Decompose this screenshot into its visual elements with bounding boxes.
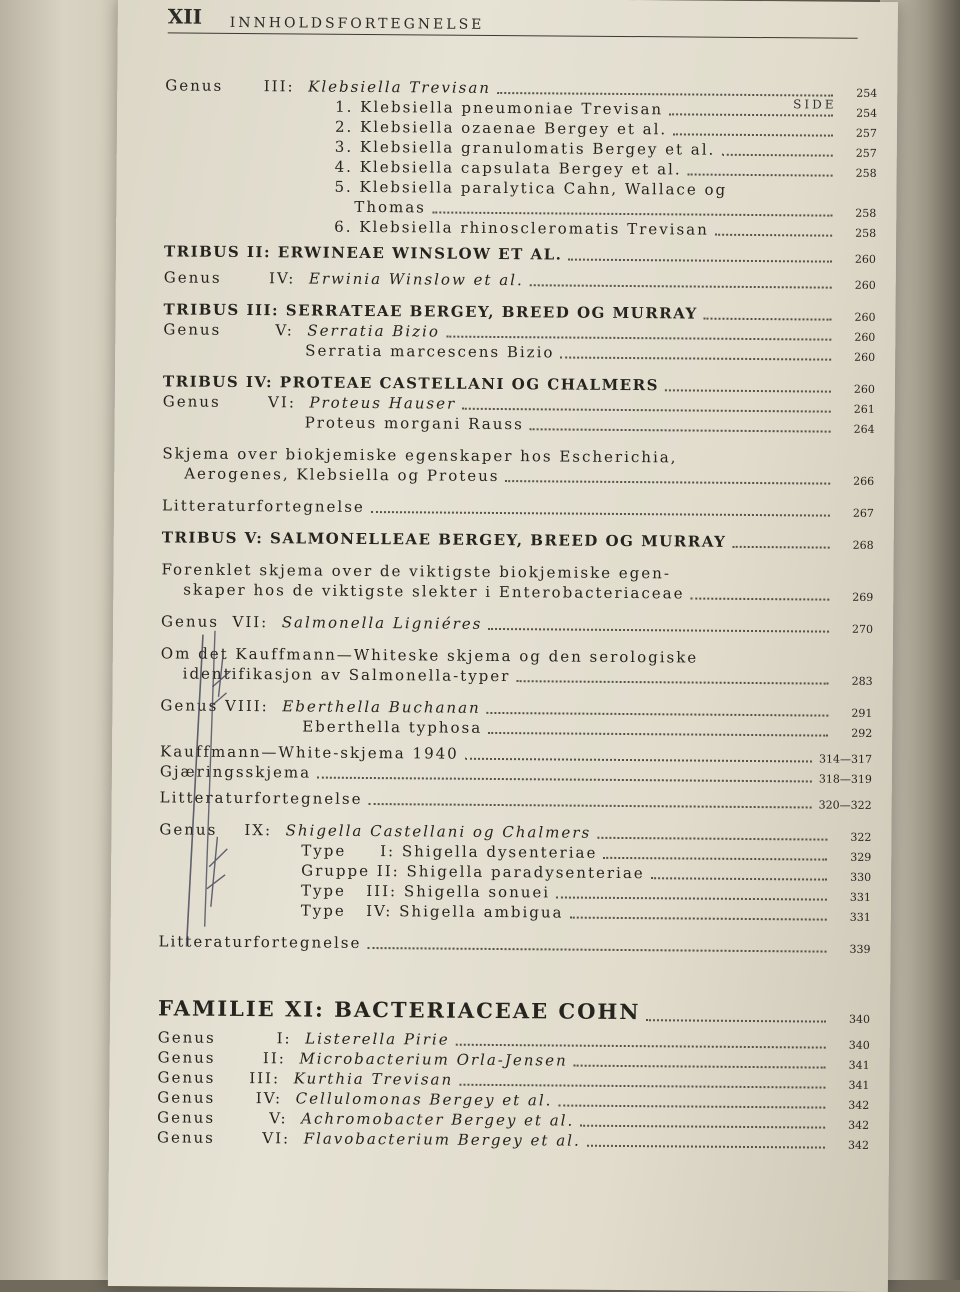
toc-entry: 4. Klebsiella capsulata Bergey et al. 258 [165,154,877,180]
page-ref: 329 [831,851,871,864]
page-ref: 260 [835,351,875,364]
page-ref: 341 [829,1079,869,1092]
toc-entry: 3. Klebsiella granulomatis Bergey et al. 257 [165,134,877,160]
toc-entry-genus-vi: Genus VI: Flavobacterium Bergey et al. 342 [157,1126,869,1152]
page-ref: 264 [835,423,875,436]
page-ref: 260 [835,383,875,396]
page-ref: 342 [829,1119,869,1132]
page-ref: 322 [831,831,871,844]
page-ref: 318—319 [816,773,872,786]
toc-entry-type: Gruppe II: Shigella paradysenteriae 330 [159,858,871,884]
toc-entry-type: Type III: Shigella sonuei 331 [159,878,871,904]
pencil-marginalia [172,626,235,956]
page-ref: 254 [837,107,877,120]
page-ref: 270 [833,623,873,636]
toc-entry: Aerogenes, Klebsiella og Proteus 266 [162,462,874,488]
page-ref: 292 [832,727,872,740]
toc-entry: Om det Kauffmann—Whiteske skjema og den serologiske [161,642,873,668]
toc-entry-genus-ii: Genus II: Microbacterium Orla-Jensen 341 [158,1046,870,1072]
toc-entry-genus-i: Genus I: Listerella Pirie 340 [158,1026,870,1052]
toc-entry-genus-vii: Genus VII: Salmonella Ligniéres 270 [161,610,873,636]
toc-entry: Forenklet skjema over de viktigste biokjemiske egen- [161,558,873,584]
toc-entry-genus-iii: Genus III: Kurthia Trevisan 341 [157,1066,869,1092]
page-ref: 342 [829,1099,869,1112]
book-page [108,0,898,1292]
toc-entry-genus-iii: Genus III: Klebsiella Trevisan 254 [165,74,877,100]
page-ref: 340 [830,1013,870,1026]
page-ref: 257 [837,147,877,160]
toc-entry-type: Type IV: Shigella ambigua 331 [159,898,871,924]
page-ref: 257 [837,127,877,140]
toc-entry: 2. Klebsiella ozaenae Bergey et al. 257 [165,114,877,140]
toc-tribus-iii: TRIBUS III: SERRATEAE BERGEY, BREED OG MURRAY 260 [163,298,875,324]
toc-entry: Gjæringsskjema 318—319 [160,760,872,786]
toc-tribus-iv: TRIBUS IV: PROTEAE CASTELLANI OG CHALMERS 260 [163,370,875,396]
toc-tribus-v: TRIBUS V: SALMONELLEAE BERGEY, BREED OG MURRAY 268 [162,526,874,552]
page-ref: 342 [829,1139,869,1152]
page-ref: 330 [831,871,871,884]
page-ref: 267 [834,507,874,520]
page-ref: 268 [834,539,874,552]
table-of-contents [157,74,877,1152]
toc-entry-genus-iv: Genus IV: Cellulomonas Bergey et al. 342 [157,1086,869,1112]
page-ref: 258 [836,227,876,240]
toc-entry: skaper hos de viktigste slekter i Enterobacteriaceae 269 [161,578,873,604]
page-ref: 269 [833,591,873,604]
toc-entry-literature: Litteraturfortegnelse 320—322 [160,786,872,812]
side-column-label: SIDE [793,97,836,111]
toc-entry: Eberthella typhosa 292 [160,714,872,740]
page-ref: 341 [830,1059,870,1072]
toc-entry-genus-v: Genus V: Serratia Bizio 260 [163,318,875,344]
page-number-roman: XII [168,4,202,28]
page-ref: 266 [834,475,874,488]
toc-entry: Skjema over biokjemiske egenskaper hos Escherichia, [162,442,874,468]
page-ref: 314—317 [816,753,872,766]
toc-entry-genus-vi: Genus VI: Proteus Hauser 261 [163,390,875,416]
toc-entry-literature: Litteraturfortegnelse 339 [159,930,871,956]
page-ref: 339 [830,943,870,956]
page-ref: 260 [836,279,876,292]
toc-entry: identifikasjon av Salmonella-typer 283 [161,662,873,688]
page-ref: 261 [835,403,875,416]
toc-entry-genus-v: Genus V: Achromobacter Bergey et al. 342 [157,1106,869,1132]
toc-entry: 1. Klebsiella pneumoniae Trevisan 254 [165,94,877,120]
page-ref: 320—322 [816,799,872,812]
page-ref: 260 [835,331,875,344]
toc-entry: Kauffmann—White-skjema 1940 314—317 [160,740,872,766]
page-ref: 283 [833,675,873,688]
toc-entry: Proteus morgani Rauss 264 [163,410,875,436]
toc-entry: Serratia marcescens Bizio 260 [163,338,875,364]
page-ref: 260 [836,253,876,266]
toc-entry: 6. Klebsiella rhinoscleromatis Trevisan 258 [164,214,876,240]
page-ref: 340 [830,1039,870,1052]
toc-familie-xi: FAMILIE XI: BACTERIACEAE COHN 340 [158,990,870,1026]
toc-entry-genus-iv: Genus IV: Erwinia Winslow et al. 260 [164,266,876,292]
page-ref: 258 [837,167,877,180]
toc-entry-genus-viii: Genus VIII: Eberthella Buchanan 291 [160,694,872,720]
page-ref: 258 [836,207,876,220]
page-ref: 331 [831,911,871,924]
toc-entry: Thomas 258 [164,194,876,220]
page-ref: 254 [837,87,877,100]
toc-tribus-ii: TRIBUS II: ERWINEAE WINSLOW ET AL. 260 [164,240,876,266]
page-ref: 260 [835,311,875,324]
header-title: INNHOLDSFORTEGNELSE [230,15,485,33]
page-ref: 291 [832,707,872,720]
page-ref: 331 [831,891,871,904]
toc-entry-literature: Litteraturfortegnelse 267 [162,494,874,520]
toc-entry-type: Type I: Shigella dysenteriae 329 [159,838,871,864]
running-header [168,2,858,38]
toc-entry: 5. Klebsiella paralytica Cahn, Wallace og [164,174,876,200]
toc-entry-genus-ix: Genus IX: Shigella Castellani og Chalmers 322 [159,818,871,844]
